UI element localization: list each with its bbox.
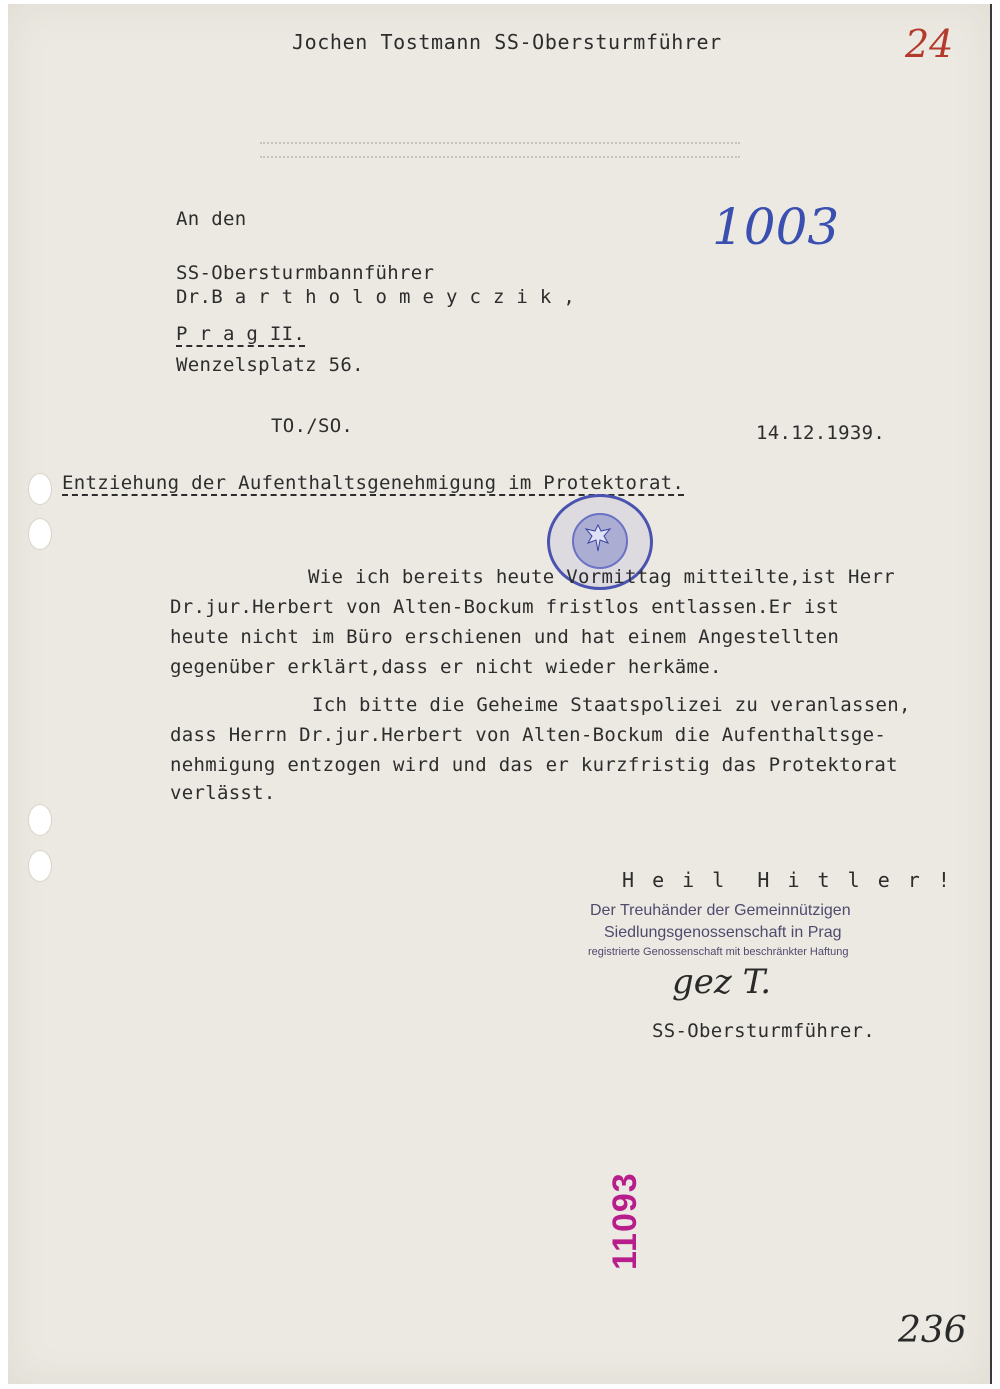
closing-title: SS-Obersturmführer.	[652, 1020, 876, 1042]
body-line: gegenüber erklärt,dass er nicht wieder herkäme.	[170, 656, 722, 678]
eagle-icon	[584, 523, 612, 553]
reference-initials: TO./SO.	[271, 415, 354, 437]
recipient-salutation: An den	[176, 208, 247, 230]
punch-hole	[28, 804, 52, 836]
recipient-name: Dr.B a r t h o l o m e y c z i k ,	[176, 286, 576, 308]
faint-rule	[260, 142, 740, 144]
recipient-street: Wenzelsplatz 56.	[176, 354, 364, 376]
body-line: Ich bitte die Geheime Staatspolizei zu veranlassen,	[312, 694, 911, 716]
page-number-bottom: 236	[898, 1310, 967, 1351]
receipt-stamp	[606, 1170, 666, 1290]
body-line: Dr.jur.Herbert von Alten-Bockum fristlos entlassen.Er ist	[170, 596, 840, 618]
stamp-line: Der Treuhänder der Gemeinnützigen	[590, 902, 851, 919]
page-number-top: 24	[905, 22, 954, 66]
file-number: 1003	[712, 198, 840, 256]
letterhead-sender: Jochen Tostmann SS-Obersturmführer	[292, 30, 722, 54]
body-line: heute nicht im Büro erschienen und hat einem Angestellten	[170, 626, 840, 648]
faint-rule	[260, 156, 740, 158]
body-line: nehmigung entzogen wird und das er kurzfristig das Protektorat	[170, 754, 898, 776]
body-line: dass Herrn Dr.jur.Herbert von Alten-Bockum die Aufenthaltsge-	[170, 724, 887, 746]
body-line: Wie ich bereits heute Vormittag mitteilte,ist Herr	[308, 566, 895, 588]
body-line: verlässt.	[170, 782, 276, 804]
stamp-line: registrierte Genossenschaft mit beschränkter Haftung	[588, 946, 849, 958]
punch-hole	[28, 473, 52, 505]
signature-mark: gez T.	[672, 962, 772, 1002]
stamp-line: Siedlungsgenossenschaft in Prag	[604, 924, 842, 941]
recipient-rank: SS-Obersturmbannführer	[176, 262, 435, 284]
recipient-city: P r a g II.	[176, 323, 306, 345]
letter-date: 14.12.1939.	[756, 422, 886, 444]
receipt-stamp-number: 11093	[606, 1172, 644, 1270]
punch-hole	[28, 850, 52, 882]
closing-greeting: H e i l H i t l e r !	[622, 868, 953, 892]
punch-hole	[28, 518, 52, 550]
subject-line: Entziehung der Aufenthaltsgenehmigung im Protektorat.	[62, 472, 685, 494]
